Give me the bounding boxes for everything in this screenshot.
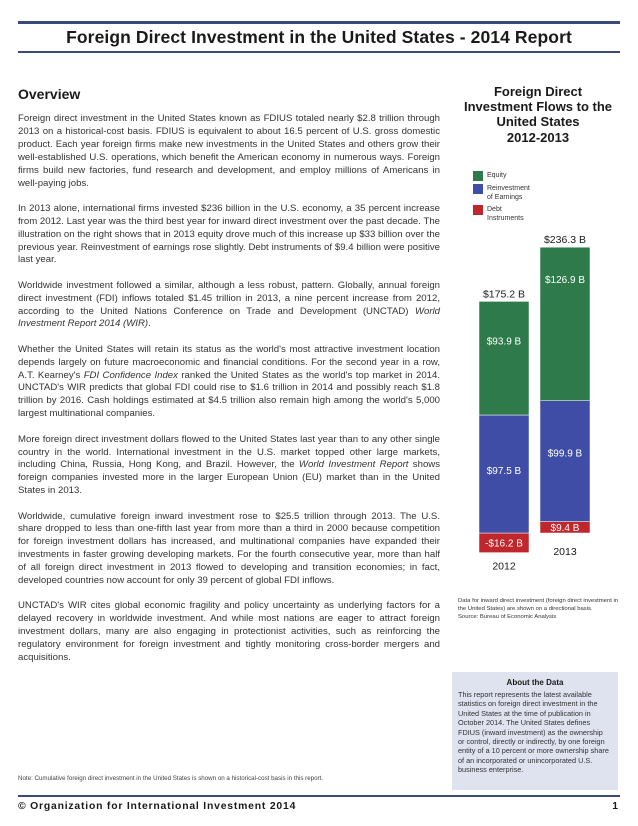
wir-title: World Investment Report 2014 (WIR): [18, 305, 440, 330]
bar-label: $126.9 B: [544, 275, 586, 287]
legend-swatch-equity: [473, 171, 483, 181]
paragraph-4-text: Whether the United States will retain its status as the world's most attractive investment location depends largely on future macroeconomic and financial conditions. For the second year in a row, A.T. Kearney's: [18, 343, 440, 381]
bar-label: -$16.2 B: [485, 538, 523, 550]
chart-title-line: Investment Flows to the: [463, 99, 613, 115]
paragraph-2: In 2013 alone, international firms invested $236 billion in the U.S. economy, a 35 percent increase from 2012. Last year was the third best year for inward direct investment over the past decade. The illustration on the right shows that in 2013 equity drove much of this increase up $33 billion over the previous year. Reinvestment of earnings rose slightly. Debt instruments of $9.4 billion were positive last year.: [18, 202, 440, 266]
year-label: 2012: [492, 560, 516, 573]
title-bottom-rule: [18, 51, 620, 53]
paragraph-3-text: Worldwide investment followed a similar, although a less robust, pattern. Globally, annual foreign direct investment (FDI) inflows totaled $1.45 trillion in 2013, a nine percent increase from 2012, according to the United Nations Conference on Trade and Development (UNCTAD): [18, 279, 440, 317]
bar-label: $97.5 B: [486, 466, 522, 477]
bar-equity-2013: [540, 247, 590, 401]
legend-swatch-debt: [473, 205, 483, 215]
copyright: © Organization for International Investment 2014: [18, 801, 297, 812]
title-top-rule: [18, 21, 620, 24]
legend-item-reinvestment: [473, 184, 530, 202]
chart-title-line: United States: [496, 114, 580, 130]
total-label: $236.3 B: [543, 234, 587, 247]
paragraph-7: UNCTAD's WIR cites global economic fragility and policy uncertainty as underlying factors for a delayed recovery in worldwide investment. And while most nations are eager to attract foreign investment dollars, many are also engaging in protectionist activities, such as reinforcing the regulatory environment for foreign investment and tightly monitoring cross-border mergers and acquisitions.: [18, 600, 440, 663]
overview-body: [18, 113, 440, 677]
about-body: This report represents the latest available statistics on foreign direct investment in the United States at the time of publication in October 2014. The United States defines FDIUS (inward investment) as the ownership or control, directly or indirectly, by one foreign entity of a 10 percent or more ownership share of an incorporated or unincorporated U.S. business enterprise.: [458, 690, 609, 775]
page-number: 1: [612, 801, 618, 812]
fdi-confidence-index-title: FDI Confidence Index: [83, 369, 178, 381]
chart-title-line: Foreign Direct: [493, 84, 583, 99]
bar-label: $9.4 B: [550, 522, 580, 534]
paragraph-5-end: shows foreign companies invested more in the larger European Union (EU) market than in the United States in 2013.: [18, 459, 441, 497]
paragraph-5: [18, 434, 440, 499]
chart-title-line: 2012-2013: [506, 129, 570, 145]
source-attribution: Source: Bureau of Economic Analysis: [458, 613, 557, 620]
bar-label: $93.9 B: [486, 336, 522, 348]
source-note: Data for inward direct investment (foreign direct investment in the United States) are shown on a directional basis.: [458, 598, 619, 612]
paragraph-4: [18, 344, 440, 421]
chart-source: [458, 598, 620, 621]
bar-equity-2012: [479, 301, 529, 415]
bar-reinvestment-of-earnings-2013: [540, 401, 590, 522]
about-title: About the Data: [506, 678, 564, 687]
paragraph-3: [18, 280, 440, 332]
legend-swatch-reinvestment: [473, 184, 483, 194]
footnote: Note: Cumulative foreign direct investment in the United States is shown on a historical-cost basis in this report.: [18, 775, 324, 782]
legend-label: Reinvestment of Earnings: [487, 185, 530, 201]
legend-label: Debt Instruments: [487, 206, 524, 222]
paragraph-5-text: More foreign direct investment dollars flowed to the United States last year than to any other single country in the world. International investment in the U.S. market topped other large markets, including China, Russia, Hong Kong, and Brazil. However, the: [18, 433, 440, 471]
world-investment-report-title: World Investment Report: [298, 459, 409, 471]
about-the-data-box: [452, 672, 618, 790]
chart-legend: [473, 171, 530, 226]
legend-item-equity: [473, 171, 530, 181]
legend-item-debt: [473, 205, 530, 223]
bar-label: $99.9 B: [547, 448, 583, 460]
year-label: 2013: [553, 546, 577, 558]
footer-rule: [18, 795, 620, 797]
page-title: Foreign Direct Investment in the United States - 2014 Report: [66, 27, 572, 47]
total-label: $175.2 B: [482, 288, 526, 301]
paragraph-3-end: .: [148, 318, 151, 330]
chart-title: [452, 84, 624, 145]
paragraph-1: Foreign direct investment in the United States known as FDIUS totaled nearly $2.8 trillion through 2013 on a historical-cost basis. FDIUS is equivalent to about 16.5 percent of U.S. gross domestic product. Each year foreign firms make new investments in the United States and others grow their well-established U.S. operations, which benefit the American economy in numerous ways. Foreign firms build new factories, fund research and development, and employ millions of Americans in well-paying jobs.: [18, 113, 440, 189]
paragraph-4-end: ranked the United States as the world's top market in 2014. UNCTAD's WIR predicts that global FDI could rise to $1.6 trillion in 2014 and possibly reach $1.8 trillion by 2016. Cash holdings estimated at $4.5 trillion also remain high among the world's 5,000 largest multinational companies.: [18, 369, 441, 420]
legend-label: Equity: [487, 172, 507, 179]
paragraph-6: Worldwide, cumulative foreign inward investment rose to $25.5 trillion through 2013. The U.S. share dropped to less than one-fifth last year from more than a third in 2000 because competition for foreign investment dollars has increased, and multinational companies have expanded their investments in faster growing developing markets. For the fourth consecutive year, more than half of all foreign direct investment in 2013 flowed to developing and transition economies; in fact, developed countries now account for only 39 percent of global FDI inflows.: [18, 510, 440, 587]
overview-heading: Overview: [18, 86, 81, 102]
